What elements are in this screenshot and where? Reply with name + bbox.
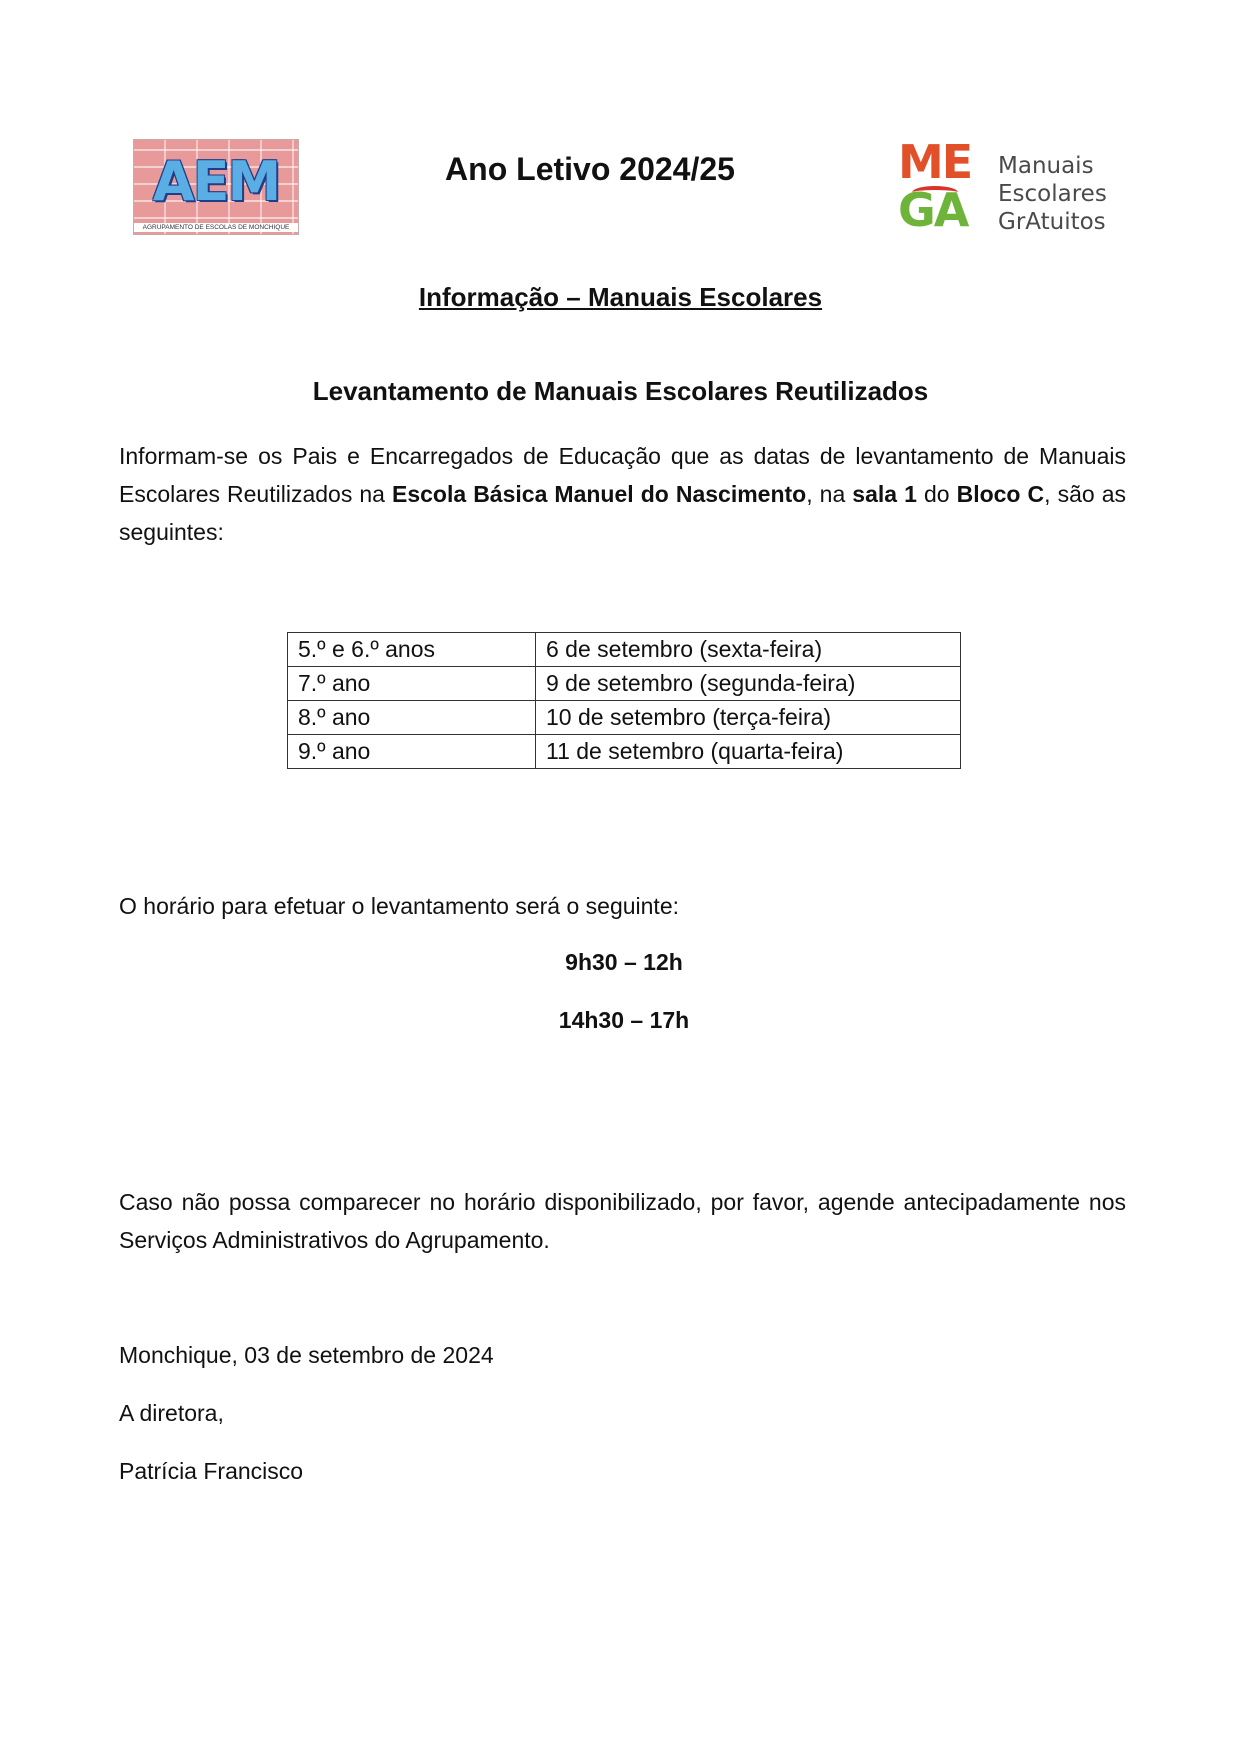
school-name: Escola Básica Manuel do Nascimento xyxy=(392,481,807,507)
intro-text-1: Informam-se os Pais e Encarregados de Educação que as datas de levantamento de Manuais Escolares Reutilizados na xyxy=(119,443,1126,507)
signatory-name: Patrícia Francisco xyxy=(119,1458,304,1484)
intro-text-2: , na xyxy=(806,481,853,507)
intro-text-4: , são as seguintes: xyxy=(119,481,1126,545)
intro-text-3: do xyxy=(916,481,957,507)
place-date: Monchique, 03 de setembro de 2024 xyxy=(119,1342,494,1368)
mega-letters-top: ME xyxy=(898,135,972,189)
date-cell: 6 de setembro (sexta-feira) xyxy=(536,633,961,667)
grade-cell: 5.º e 6.º anos xyxy=(288,633,536,667)
note-paragraph: Caso não possa comparecer no horário disponibilizado, por favor, agende antecipadamente nos Serviços Administrativos do Agrupamento. xyxy=(119,1189,1126,1253)
book-icon xyxy=(912,186,958,199)
pickup-schedule-table xyxy=(287,632,961,769)
block-name: Bloco C xyxy=(956,481,1045,507)
date-cell: 10 de setembro (terça-feira) xyxy=(536,701,961,735)
section-title: Levantamento de Manuais Escolares Reutilizados xyxy=(312,376,929,406)
table-row xyxy=(288,701,961,735)
mega-words xyxy=(998,152,1107,236)
grade-cell: 8.º ano xyxy=(288,701,536,735)
date-cell: 9 de setembro (segunda-feira) xyxy=(536,667,961,701)
mega-word-2: Escolares xyxy=(998,181,1107,207)
table-row xyxy=(288,735,961,769)
aem-logo-text: AEM xyxy=(152,150,280,213)
date-cell: 11 de setembro (quarta-feira) xyxy=(536,735,961,769)
aem-logo xyxy=(133,139,299,235)
grade-cell: 7.º ano xyxy=(288,667,536,701)
morning-hours: 9h30 – 12h xyxy=(565,949,683,975)
mega-logo xyxy=(898,135,1128,246)
table-row xyxy=(288,667,961,701)
hours-label: O horário para efetuar o levantamento será o seguinte: xyxy=(119,893,680,919)
room-name: sala 1 xyxy=(852,481,917,507)
signatory-role: A diretora, xyxy=(119,1400,224,1426)
grade-cell: 9.º ano xyxy=(288,735,536,769)
school-year-title: Ano Letivo 2024/25 xyxy=(445,151,735,187)
afternoon-hours: 14h30 – 17h xyxy=(558,1007,690,1033)
table-row xyxy=(288,633,961,667)
page-heading: Informação – Manuais Escolares xyxy=(418,282,823,312)
mega-word-1: Manuais xyxy=(998,153,1094,179)
mega-word-3: GrAtuitos xyxy=(998,209,1106,235)
aem-logo-caption: AGRUPAMENTO DE ESCOLAS DE MONCHIQUE xyxy=(134,223,298,232)
mega-letters-bottom: GA xyxy=(898,183,968,237)
intro-paragraph xyxy=(119,437,1126,551)
